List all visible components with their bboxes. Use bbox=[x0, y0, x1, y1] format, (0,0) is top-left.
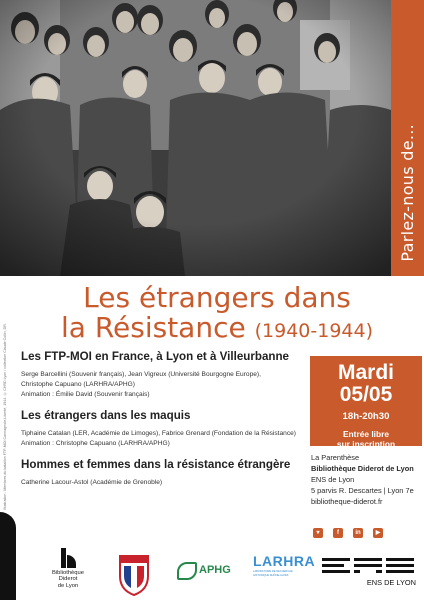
venue-address: 5 parvis R. Descartes | Lyon 7e bbox=[311, 486, 414, 495]
session-heading: Les étrangers dans les maquis bbox=[21, 409, 191, 422]
event-time: 18h-20h30 bbox=[342, 411, 390, 422]
photo-credit: Illustration : Membres du bataillon FTP-MOI Carmagnole-Liberté, 1944. © CHRD Lyon / collection Claude Collin, DR. bbox=[3, 323, 7, 510]
bluesky-icon[interactable]: ▾ bbox=[313, 528, 323, 538]
aphg-logo bbox=[177, 562, 231, 576]
session-line: Animation : Émilie David (Souvenir français) bbox=[21, 391, 150, 398]
bdl-line-1: Bibliothèque bbox=[52, 570, 84, 576]
larhra-label: LARHRA bbox=[253, 553, 316, 569]
title-line-1: Les étrangers dans bbox=[83, 281, 351, 314]
session-line: Catherine Lacour-Astol (Académie de Grenoble) bbox=[21, 479, 163, 486]
larhra-sub-1: LABORATOIRE DE RECHERCHE bbox=[253, 570, 293, 573]
session-line: Tiphaine Catalan (LER, Académie de Limoges), Fabrice Grenard (Fondation de la Résistance) bbox=[21, 430, 297, 437]
event-title bbox=[20, 283, 414, 346]
session-item bbox=[21, 458, 306, 488]
resistance-group-photograph bbox=[0, 0, 391, 276]
entry-line-1: Entrée libre bbox=[342, 429, 390, 439]
session-heading: Les FTP-MOI en France, à Lyon et à Villeurbanne bbox=[21, 350, 290, 363]
session-heading: Hommes et femmes dans la résistance étrangère bbox=[21, 458, 291, 471]
group-photo bbox=[0, 0, 391, 276]
venue-room: La Parenthèse bbox=[311, 453, 360, 462]
title-line-2 bbox=[20, 313, 414, 346]
partner-logos bbox=[0, 548, 424, 600]
event-date-box bbox=[310, 356, 422, 449]
larhra-logo bbox=[253, 553, 316, 578]
aphg-mark-icon bbox=[177, 562, 197, 580]
session-line: Christophe Capuano (LARHRA/APHG) bbox=[21, 381, 135, 388]
title-main: la Résistance bbox=[60, 311, 246, 344]
youtube-icon[interactable]: ▶ bbox=[373, 528, 383, 538]
larhra-sub-2: HISTORIQUE RHÔNE-ALPES bbox=[253, 574, 289, 578]
social-links bbox=[313, 528, 383, 538]
sessions-list bbox=[21, 350, 306, 497]
bibliotheque-diderot-logo bbox=[48, 548, 88, 589]
session-item bbox=[21, 409, 306, 449]
bdl-line-3: de Lyon bbox=[57, 582, 79, 589]
bdl-mark-icon bbox=[59, 548, 77, 568]
souvenir-francais-logo bbox=[117, 552, 151, 596]
band-tagline-wrap bbox=[391, 0, 424, 276]
entry-line-2: sur inscription bbox=[336, 439, 396, 449]
venue-website[interactable]: bibliotheque-diderot.fr bbox=[311, 497, 383, 506]
linkedin-icon[interactable]: in bbox=[353, 528, 363, 538]
event-entry bbox=[310, 429, 422, 449]
band-tagline: Parlez-nous de... bbox=[398, 124, 417, 262]
souvenir-francais-emblem-icon bbox=[117, 552, 151, 596]
ens-lyon-logo bbox=[322, 558, 418, 587]
facebook-icon[interactable]: f bbox=[333, 528, 343, 538]
venue-library: Bibliothèque Diderot de Lyon bbox=[311, 464, 414, 473]
title-years: (1940-1944) bbox=[254, 320, 374, 342]
session-line: Animation : Christophe Capuano (LARHRA/APHG) bbox=[21, 440, 170, 447]
venue-info bbox=[311, 452, 423, 507]
ens-label: ENS DE LYON bbox=[366, 578, 416, 587]
ens-wordmark-icon bbox=[322, 558, 418, 574]
aphg-label: APHG bbox=[199, 564, 231, 576]
event-day: Mardi bbox=[337, 361, 394, 384]
bdl-line-2: Diderot bbox=[58, 576, 78, 583]
event-date: 05/05 bbox=[339, 383, 393, 406]
session-line: Serge Barcellini (Souvenir français), Jean Vigreux (Université Bourgogne Europe), bbox=[21, 371, 261, 378]
venue-institution: ENS de Lyon bbox=[311, 475, 355, 484]
session-item bbox=[21, 350, 306, 400]
